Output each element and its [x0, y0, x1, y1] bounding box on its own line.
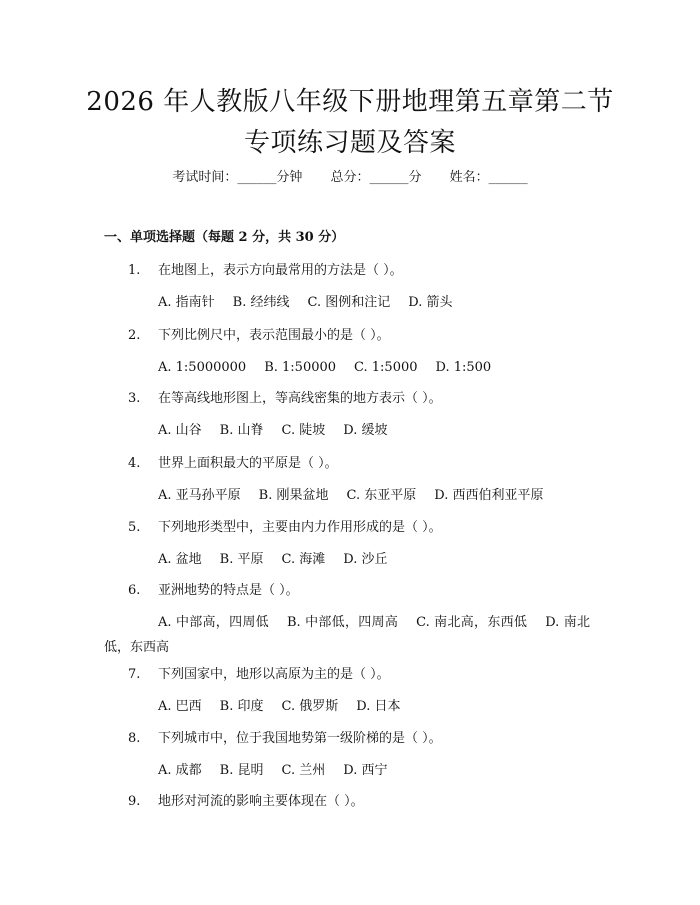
- question-number: 6.: [128, 583, 141, 598]
- option-b: B. 山脊: [219, 423, 264, 438]
- options-6: [104, 610, 590, 660]
- question-text: 在等高线地形图上，等高线密集的地方表示（ ）。: [158, 391, 442, 406]
- option-a: A. 盆地: [158, 552, 202, 567]
- options-4: [158, 486, 561, 506]
- question-text: 下列地形类型中，主要由内力作用形成的是（ ）。: [158, 520, 442, 535]
- option-a: A. 巴西: [158, 699, 202, 714]
- option-c: C. 陡坡: [281, 423, 326, 438]
- question-number: 8.: [128, 731, 141, 746]
- section-heading: 一、单项选择题（每题 2 分，共 30 分）: [104, 230, 345, 245]
- option-d: D. 日本: [356, 699, 401, 714]
- question-number: 7.: [128, 667, 141, 682]
- document-title-line-2: 专项练习题及答案: [243, 128, 456, 158]
- option-a: A. 山谷: [158, 423, 202, 438]
- question-6: [128, 581, 299, 601]
- question-8: [128, 729, 442, 749]
- option-a: A. 亚马孙平原: [158, 488, 241, 503]
- option-a: A. 成都: [158, 763, 202, 778]
- option-b: B. 印度: [219, 699, 264, 714]
- option-d: D. 1:500: [435, 360, 492, 375]
- options-2: [158, 358, 509, 378]
- option-d: D. 缓坡: [343, 423, 388, 438]
- option-c: C. 东亚平原: [346, 488, 417, 503]
- question-number: 4.: [128, 456, 141, 471]
- options-8: [158, 761, 405, 781]
- exam-info: [0, 168, 700, 188]
- options-7: [158, 697, 418, 717]
- question-number: 3.: [128, 391, 141, 406]
- question-text: 亚洲地势的特点是（ ）。: [158, 583, 299, 598]
- question-text: 下列比例尺中，表示范围最小的是（ ）。: [158, 328, 390, 343]
- option-a: A. 1:5000000: [158, 360, 247, 375]
- question-3: [128, 389, 442, 409]
- option-b: B. 昆明: [219, 763, 264, 778]
- option-b: B. 经纬线: [232, 295, 290, 310]
- question-text: 下列国家中，地形以高原为主的是（ ）。: [158, 667, 390, 682]
- option-d: D. 西西伯利亚平原: [434, 488, 544, 503]
- student-name: 姓名：______: [449, 170, 528, 185]
- option-b: B. 平原: [219, 552, 264, 567]
- question-number: 9.: [128, 794, 141, 809]
- question-4: [128, 454, 338, 474]
- question-1: [128, 261, 403, 281]
- question-7: [128, 665, 390, 685]
- option-d: D. 沙丘: [343, 552, 388, 567]
- options-3: [158, 421, 405, 441]
- option-d: D. 西宁: [343, 763, 388, 778]
- option-c: C. 兰州: [281, 763, 326, 778]
- option-d: D. 南北低，东西高: [104, 615, 591, 655]
- question-text: 在地图上，表示方向最常用的方法是（ ）。: [158, 263, 403, 278]
- question-number: 2.: [128, 328, 141, 343]
- option-c: C. 俄罗斯: [281, 699, 339, 714]
- question-number: 1.: [128, 263, 141, 278]
- option-c: C. 图例和注记: [307, 295, 391, 310]
- option-b: B. 中部低，四周高: [286, 615, 399, 630]
- question-number: 5.: [128, 520, 141, 535]
- question-2: [128, 326, 390, 346]
- option-b: B. 刚果盆地: [258, 488, 329, 503]
- question-text: 世界上面积最大的平原是（ ）。: [158, 456, 338, 471]
- options-5: [158, 550, 405, 570]
- option-a: A. 指南针: [158, 295, 215, 310]
- option-d: D. 箭头: [408, 295, 453, 310]
- options-1: [158, 293, 470, 313]
- total-score: 总分：______分: [330, 170, 422, 185]
- exam-time: 考试时间：______分钟: [172, 170, 303, 185]
- option-a: A. 中部高，四周低: [158, 615, 269, 630]
- option-c: C. 南北高，东西低: [416, 615, 528, 630]
- question-text: 下列城市中，位于我国地势第一级阶梯的是（ ）。: [158, 731, 442, 746]
- option-c: C. 1:5000: [354, 360, 418, 375]
- document-title-line-1: 2026 年人教版八年级下册地理第五章第二节: [86, 87, 614, 117]
- question-text: 地形对河流的影响主要体现在（ ）。: [158, 794, 364, 809]
- question-9: [128, 792, 364, 812]
- option-b: B. 1:50000: [264, 360, 337, 375]
- question-5: [128, 518, 442, 538]
- option-c: C. 海滩: [281, 552, 326, 567]
